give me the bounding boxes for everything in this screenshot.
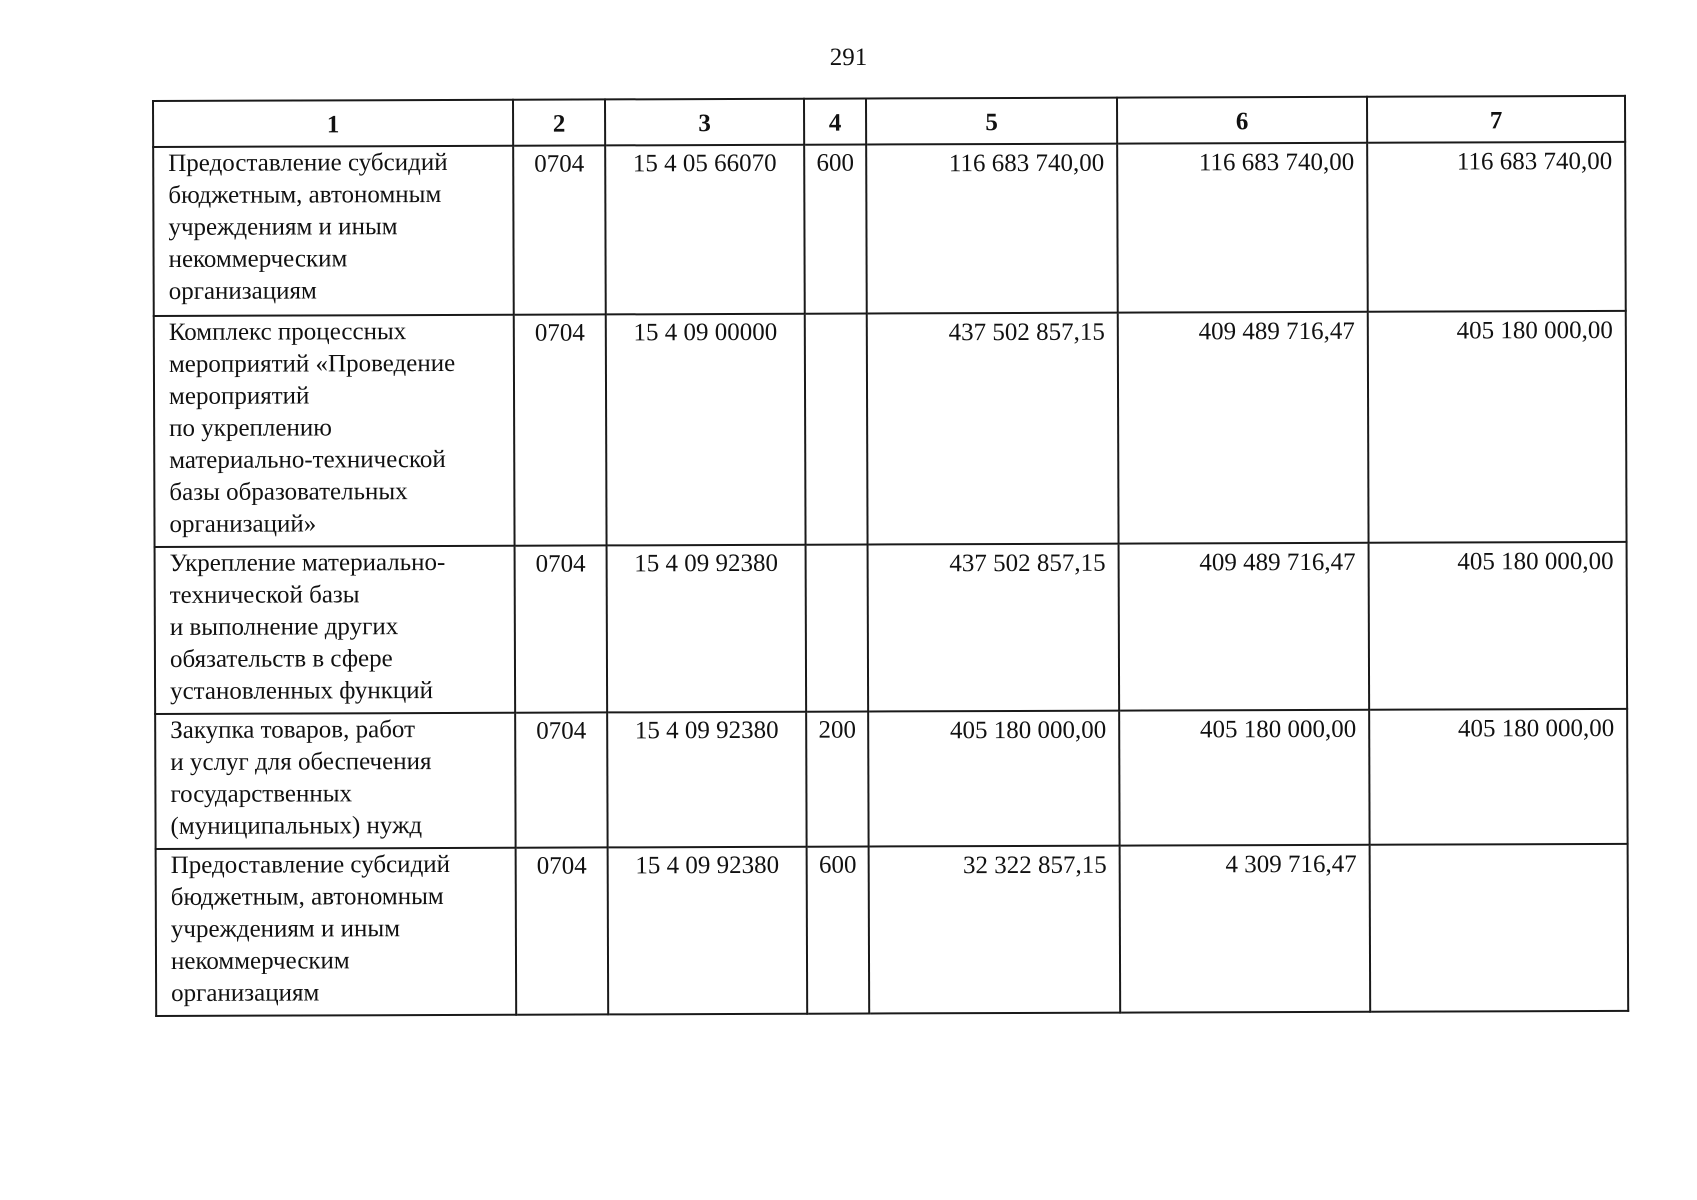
- header-cell-1: 1: [153, 100, 513, 147]
- target-code-cell: 15 4 09 92380: [607, 712, 806, 848]
- amount-cell-7: 405 180 000,00: [1368, 311, 1627, 543]
- amount-cell-5: 437 502 857,15: [867, 313, 1119, 545]
- name-line: Укрепление материально-: [169, 548, 446, 577]
- expense-type-cell: [805, 314, 868, 545]
- name-line: мероприятий «Проведение: [168, 349, 456, 378]
- expense-type-cell: 600: [807, 847, 870, 1014]
- amount-cell-5: 437 502 857,15: [868, 544, 1120, 712]
- name-line: Комплекс процессных: [168, 318, 407, 346]
- row-name-cell: [155, 546, 516, 714]
- header-cell-4: 4: [804, 99, 866, 145]
- row-name-cell: [156, 848, 517, 1016]
- section-code-cell: 0704: [515, 712, 607, 847]
- section-code-cell: 0704: [514, 314, 607, 545]
- name-line: установленных функций: [170, 677, 434, 705]
- name-line: бюджетным, автономным: [168, 180, 442, 209]
- name-line: организаций»: [169, 510, 317, 538]
- table-row: [155, 542, 1628, 714]
- name-line: некоммерческим: [170, 947, 350, 975]
- section-code-cell: 0704: [516, 847, 609, 1014]
- name-line: Закупка товаров, работ: [170, 716, 416, 744]
- header-cell-7: 7: [1367, 96, 1625, 143]
- name-line: по укреплению: [169, 414, 332, 442]
- amount-cell-5: 116 683 740,00: [866, 144, 1118, 314]
- name-line: базы образовательных: [169, 478, 408, 506]
- name-line: организациям: [171, 979, 320, 1007]
- header-cell-2: 2: [513, 99, 605, 145]
- expense-type-cell: 200: [806, 712, 868, 847]
- target-code-cell: 15 4 09 92380: [607, 545, 807, 713]
- name-line: Предоставление субсидий: [168, 148, 448, 177]
- name-line: материально-технической: [169, 445, 446, 474]
- expense-type-cell: [806, 545, 869, 712]
- name-line: мероприятий: [168, 382, 310, 410]
- section-code-cell: 0704: [513, 145, 606, 314]
- name-line: Предоставление субсидий: [170, 850, 451, 879]
- name-line: и услуг для обеспечения: [170, 748, 432, 776]
- header-cell-6: 6: [1117, 97, 1367, 144]
- section-code-cell: 0704: [515, 545, 608, 712]
- amount-cell-5: 405 180 000,00: [868, 711, 1119, 847]
- amount-cell-5: 32 322 857,15: [869, 846, 1121, 1014]
- row-name-cell: [154, 315, 515, 547]
- table-row: [154, 311, 1627, 547]
- table-row: [156, 844, 1629, 1016]
- table-row: [155, 709, 1627, 849]
- name-line: организациям: [168, 277, 317, 305]
- amount-cell-6: 4 309 716,47: [1120, 845, 1371, 1013]
- name-line: технической базы: [169, 581, 360, 609]
- table-row: [153, 142, 1626, 316]
- target-code-cell: 15 4 05 66070: [605, 145, 805, 315]
- header-cell-3: 3: [605, 99, 804, 146]
- header-cell-5: 5: [866, 98, 1117, 145]
- page-number: 291: [829, 44, 868, 71]
- budget-table: [152, 95, 1629, 1017]
- amount-cell-7: [1370, 844, 1629, 1012]
- amount-cell-7: 116 683 740,00: [1367, 142, 1626, 312]
- row-name-cell: [155, 713, 515, 849]
- name-line: учреждениям и иным: [168, 213, 398, 241]
- name-line: (муниципальных) нужд: [170, 812, 423, 840]
- row-name-cell: [153, 146, 514, 316]
- amount-cell-6: 409 489 716,47: [1118, 312, 1369, 544]
- name-line: государственных: [170, 780, 353, 808]
- target-code-cell: 15 4 09 00000: [606, 314, 806, 546]
- expense-type-cell: 600: [804, 145, 867, 314]
- amount-cell-7: 405 180 000,00: [1369, 709, 1627, 845]
- amount-cell-6: 116 683 740,00: [1117, 143, 1368, 313]
- name-line: обязательств в сфере: [169, 645, 393, 673]
- name-line: некоммерческим: [168, 245, 348, 273]
- amount-cell-7: 405 180 000,00: [1369, 542, 1628, 710]
- name-line: учреждениям и иным: [170, 915, 401, 943]
- amount-cell-6: 409 489 716,47: [1119, 543, 1370, 711]
- name-line: и выполнение других: [169, 613, 399, 641]
- target-code-cell: 15 4 09 92380: [608, 847, 808, 1015]
- name-line: бюджетным, автономным: [170, 882, 444, 911]
- amount-cell-6: 405 180 000,00: [1119, 710, 1369, 846]
- header-row: [153, 96, 1625, 147]
